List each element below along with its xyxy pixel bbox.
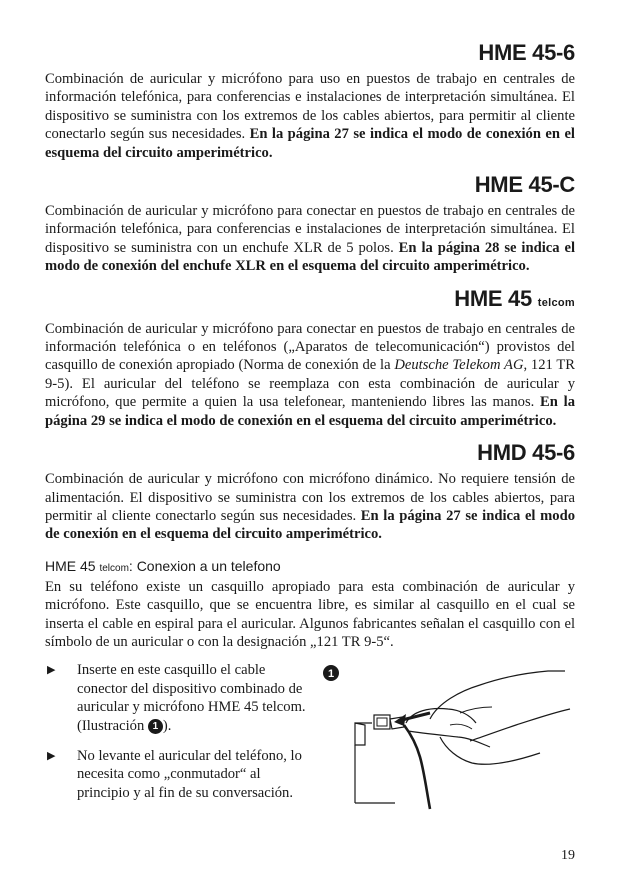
- model-heading-hme45-6: HME 45-6: [478, 40, 575, 65]
- bullet-arrow-icon: ▶: [47, 749, 56, 762]
- illustration-plugging-cable: [320, 663, 575, 813]
- bullet-arrow-icon: ▶: [47, 664, 56, 677]
- instruction-list: [45, 661, 575, 802]
- model-suffix: telcom: [537, 296, 575, 309]
- instruction-item: ▶ Inserte en este casquillo el cable conector del dispositivo combinado de auricular y micrófono HME 45 telcom. (Ilustración 1 ).: [47, 662, 306, 734]
- illustration-badge: 1: [327, 668, 335, 681]
- document-page: [45, 40, 575, 814]
- description-hme45-c: Combinación de auricular y micrófono para conectar en puestos de trabajo en centrales de información telefónica, para conferencias e instalaciones de interpretación simultánea. El dispositivo se suministra con un enchufe XLR de 5 polos. En la página 28 se indica el modo de conexión del enchufe XLR en el esquema del circuito amperimétrico.: [45, 203, 576, 275]
- description-hmd45-6: Combinación de auricular y micrófono con micrófono dinámico. No requiere tensión de alimentación. El dispositivo se suministra con los extremos de los cables abiertos, para permitir al cliente conectarlo según sus necesidades. En la página 27 se indica el modo de conexión en el esquema del circuito amperimétrico.: [45, 471, 575, 543]
- description-hme45-6: Combinación de auricular y micrófono para uso en puestos de trabajo en centrales de información telefónica, para conferencias e instalaciones de interpretación simultánea. El dispositivo se suministra con los extremos de los cables abiertos, para permitir al cliente conectarlo según sus necesidades. En la página 27 se indica el modo de conexión en el esquema del circuito amperimétrico.: [45, 71, 575, 161]
- model-heading-hme45-c: HME 45-C: [474, 172, 575, 198]
- description-hme45-telcom: Combinación de auricular y micrófono para conectar en puestos de trabajo en centrales de información telefónica o en teléfonos („Aparatos de telecomunicación“) provistos del casquillo de conexión apropiado (Norma de conexión de la Deutsche Telekom AG, 121 TR 9-5). El auricular del teléfono se reemplaza con esta combinación de auricular y micrófono, que permite a quien la usa telefonear, manteniendo libres las manos. En la página 29 se indica el modo de conexión en el esquema del circuito amperimétrico.: [45, 320, 575, 429]
- connection-heading: HME 45 telcom: Conexion a un telefono: [45, 557, 281, 574]
- connection-text: En su teléfono existe un casquillo apropiado para esta combinación de auricular y micrófono. Este casquillo, que se encuentra libre, es similar al casquillo en el cual se inserta el cable en espiral para el auricular. Algunos fabricantes señalan el casquillo con el símbolo de un auricular o con la designación „121 TR 9-5“.: [45, 578, 575, 650]
- page-number: 19: [561, 848, 575, 863]
- model-heading-hmd45-6: HMD 45-6: [477, 440, 575, 466]
- figure-ref-badge: 1: [148, 719, 163, 734]
- instruction-item: ▶ No levante el auricular del teléfono, lo necesita como „conmutador“ al principio y al fin de su conversación.: [47, 747, 302, 801]
- model-heading-hme45-telcom: HME 45 telcom: [454, 285, 575, 311]
